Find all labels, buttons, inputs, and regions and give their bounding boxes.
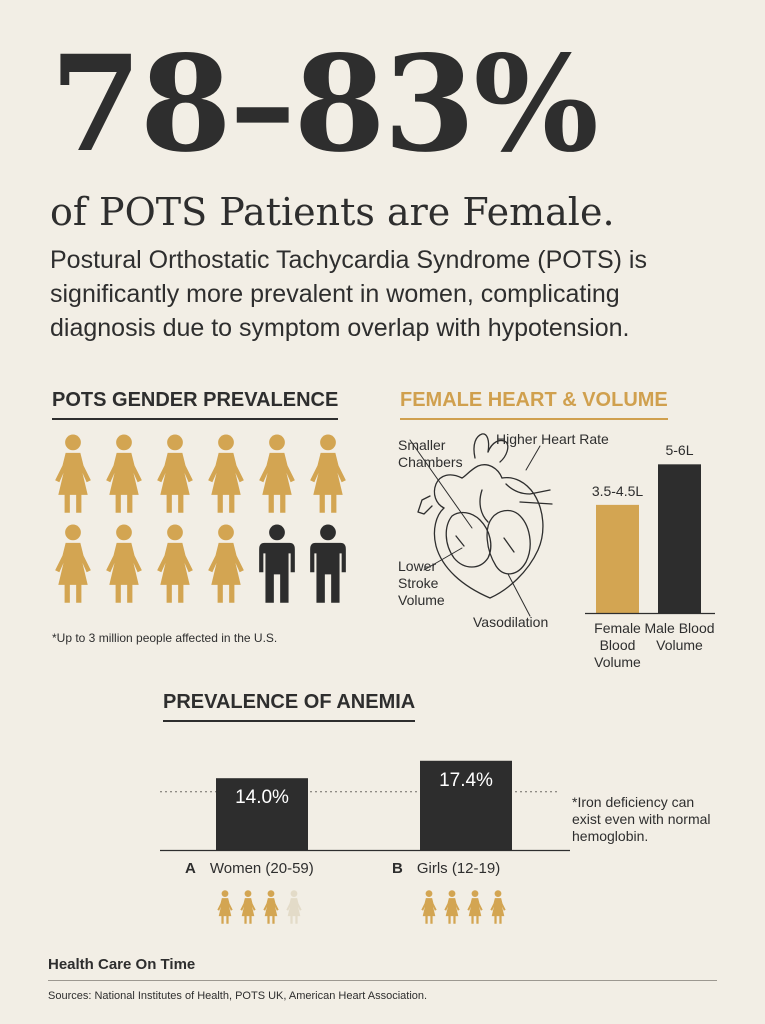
women-icon-row: [216, 890, 316, 926]
female-volume-value: 3.5-4.5L: [591, 482, 644, 499]
heart-section-title: FEMALE HEART & VOLUME: [400, 388, 668, 420]
woman-faded-icon: [286, 890, 301, 924]
gender-note: *Up to 3 million people affected in the U.S.: [52, 631, 278, 645]
female-person-icon: [55, 435, 91, 513]
girl-icon: [467, 890, 482, 924]
people-pictogram: [52, 434, 352, 614]
female-person-icon: [310, 435, 346, 513]
male-volume-bar: [658, 464, 701, 613]
anemia-category-girls: [392, 860, 500, 877]
female-person-icon: [259, 435, 295, 513]
female-person-icon: [208, 435, 244, 513]
hero-lead: Postural Orthostatic Tachycardia Syndrome (POTS) is significantly more prevalent in women, complicating diagnosis due to symptom overlap with hypotension.: [50, 246, 647, 342]
anemia-category-women: [185, 860, 314, 877]
women-anemia-value: 14.0%: [235, 787, 289, 809]
female-person-icon: [157, 525, 193, 603]
woman-icon: [217, 890, 232, 924]
female-person-icon: [208, 525, 244, 603]
footer-divider: [48, 980, 717, 981]
blood-volume-chart: [560, 440, 740, 620]
female-person-icon: [106, 435, 142, 513]
category-letter-b: B: [392, 860, 403, 877]
girl-icon: [444, 890, 459, 924]
category-letter-a: A: [185, 860, 196, 877]
girls-anemia-value: 17.4%: [439, 769, 493, 791]
female-volume-bar: [596, 505, 639, 613]
male-volume-value: 5-6L: [665, 442, 694, 459]
hero-headline: of POTS Patients are Female.: [50, 190, 615, 234]
girl-icon: [490, 890, 505, 924]
male-volume-category: Male Blood Volume: [644, 620, 715, 653]
anemia-note: *Iron deficiency can exist even with normal hemoglobin.: [572, 794, 711, 844]
footer-brand: Health Care On Time: [48, 956, 196, 973]
male-person-icon: [310, 525, 346, 603]
female-person-icon: [55, 525, 91, 603]
female-volume-category: Female Blood Volume: [594, 620, 641, 670]
male-person-icon: [259, 525, 295, 603]
girls-icon-row: [420, 890, 520, 926]
hero-stat: 78–83%: [50, 27, 597, 182]
female-person-icon: [106, 525, 142, 603]
anemia-chart: [160, 750, 570, 860]
category-label-girls: Girls (12-19): [416, 860, 501, 877]
lower-stroke-volume-label: Lower Stroke Volume: [398, 558, 445, 608]
woman-icon: [240, 890, 255, 924]
female-person-icon: [157, 435, 193, 513]
gender-section-title: POTS GENDER PREVALENCE: [52, 388, 338, 420]
higher-heart-rate-label: Higher Heart Rate: [496, 431, 609, 447]
category-label-women: Women (20-59): [209, 860, 314, 877]
woman-icon: [263, 890, 278, 924]
girl-icon: [421, 890, 436, 924]
smaller-chambers-label: Smaller Chambers: [398, 437, 463, 470]
anemia-section-title: PREVALENCE OF ANEMIA: [163, 690, 415, 722]
footer-sources: Sources: National Institutes of Health, POTS UK, American Heart Association.: [48, 990, 428, 1002]
vasodilation-label: Vasodilation: [473, 614, 549, 630]
